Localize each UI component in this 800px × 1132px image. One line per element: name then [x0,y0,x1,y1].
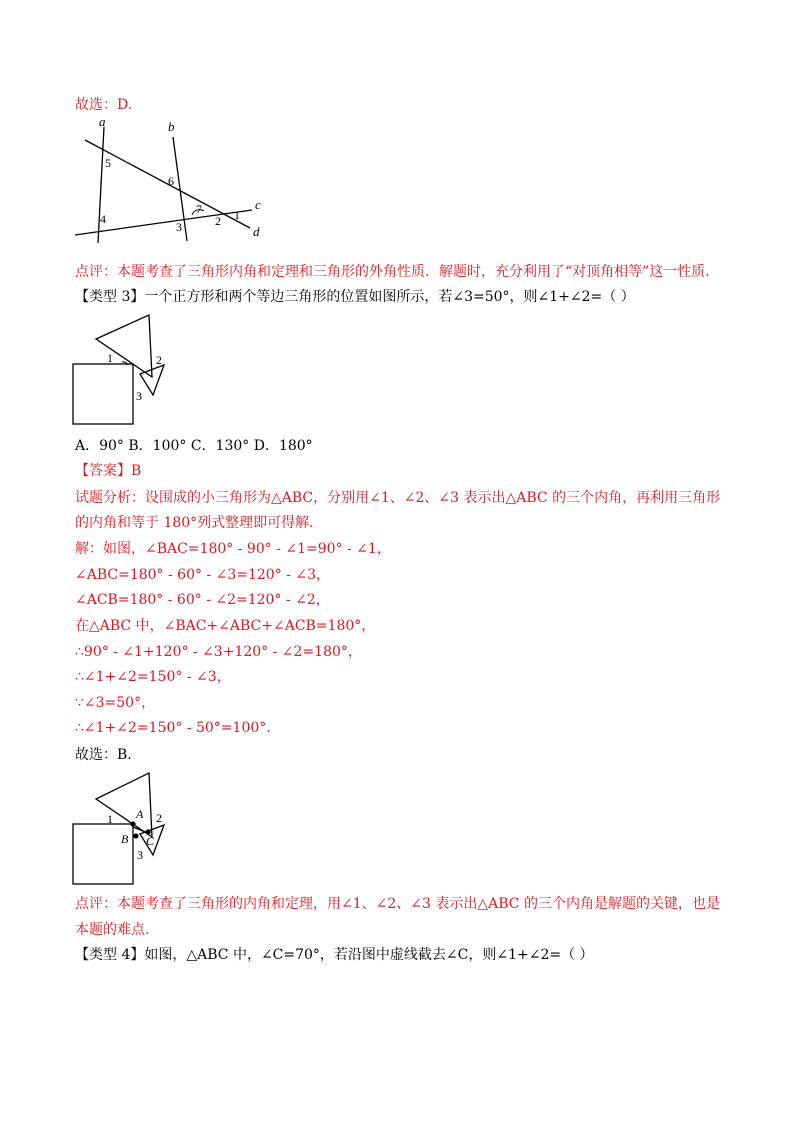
angle-3: 3 [176,220,182,234]
solution-line-6: ∴∠1+∠2=150° - ∠3， [75,669,231,685]
label-point-c: C [146,834,155,848]
answer-choice-d: 故选：D. [75,97,133,113]
square [73,364,133,424]
angle-3: 3 [136,389,142,403]
angle-5: 5 [105,156,111,170]
solution-line-7: ∵∠3=50°， [75,695,156,711]
angle-7: 7 [196,202,202,216]
solution-line-1: 解：如图，∠BAC=180° - 90° - ∠1=90° - ∠1， [75,541,391,557]
angle-6: 6 [168,174,174,188]
question-type-3: 【类型 3】一个正方形和两个等边三角形的位置如图所示，若∠3=50°，则∠1+∠2=（ ） [75,289,635,305]
large-equilateral-triangle [96,315,152,377]
solution-line-4: 在△ABC 中，∠BAC+∠ABC+∠ACB=180°， [75,618,376,634]
analysis-line-1: 试题分析：设围成的小三角形为△ABC，分别用∠1、∠2、∠3 表示出△ABC 的三个内角，再利用三角形 [75,490,721,506]
label-point-b: B [121,832,129,846]
angle-2: 2 [215,214,221,228]
angle-4: 4 [100,212,106,226]
angle-1: 1 [107,351,113,365]
angle-1: 1 [234,208,240,222]
angle-1: 1 [107,812,113,826]
figure-parallel-lines [70,115,270,245]
review-comment-2-line-1: 点评：本题考查了三角形的内角和定理，用∠1、∠2、∠3 表示出△ABC 的三个内角是解题的关键，也是 [75,896,720,912]
label-line-a: a [99,115,106,129]
label-line-b: b [168,119,175,134]
point-b [133,833,138,838]
angle-2: 2 [156,811,162,825]
solution-line-8: ∴∠1+∠2=150° - 50°=100°. [75,720,271,736]
solution-line-5: ∴90° - ∠1+120° - ∠3+120° - ∠2=180°， [75,644,362,660]
angle-2: 2 [156,353,162,367]
review-comment-1: 点评：本题考查了三角形内角和定理和三角形的外角性质．解题时，充分利用了“对顶角相等”这一性质． [75,264,720,280]
analysis-line-2: 的内角和等于 180°列式整理即可得解. [75,515,314,531]
figure-square-triangles [70,305,180,430]
large-equilateral-triangle [96,773,152,837]
answer-options: A．90° B．100° C．130° D．180° [75,438,313,454]
answer-label: 【答案】B [75,463,142,479]
solution-line-3: ∠ACB=180° - 60° - ∠2=120° - ∠2， [75,592,330,608]
point-a [130,821,135,826]
answer-choice-b: 故选：B. [75,747,132,763]
label-line-c: c [255,197,261,212]
figure-square-triangles-labeled [70,765,180,890]
label-line-d: d [253,224,260,239]
angle-3: 3 [137,848,143,862]
label-point-a: A [136,807,144,821]
review-comment-2-line-2: 本题的难点. [75,922,150,938]
small-equilateral-triangle [140,365,164,395]
solution-line-2: ∠ABC=180° - 60° - ∠3=120° - ∠3， [75,567,330,583]
question-type-4: 【类型 4】如图，△ABC 中，∠C=70°，若沿图中虚线截去∠C，则∠1+∠2=（ ） [75,947,594,963]
